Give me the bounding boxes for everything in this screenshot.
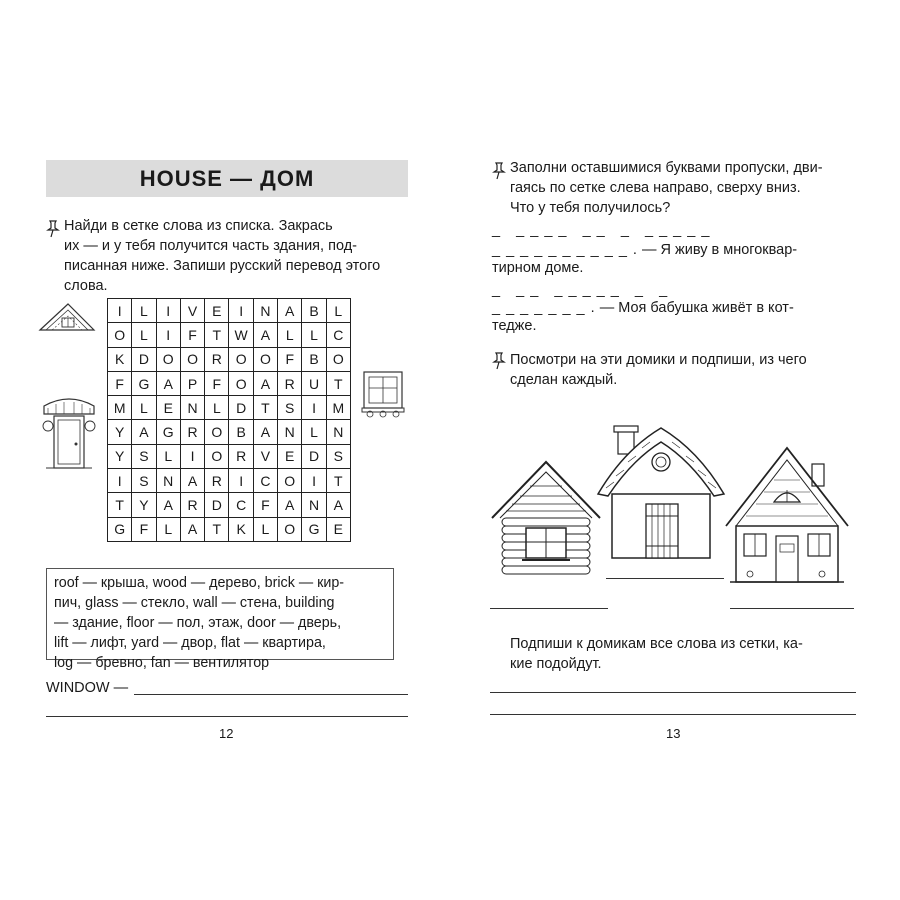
pushpin-icon [492,162,506,180]
door-illustration [40,392,98,470]
grid-cell[interactable]: N [302,493,326,517]
grid-cell[interactable]: A [157,493,181,517]
pushpin-icon [46,220,60,238]
grid-cell[interactable]: N [157,469,181,493]
grid-cell[interactable]: O [108,323,132,347]
grid-cell[interactable]: C [327,323,351,347]
sentence1-blanks-line1[interactable]: _ _ _ _ _ _ _ _ _ _ _ _ _ [492,222,711,238]
grid-cell[interactable]: R [278,372,302,396]
page-title: HOUSE — ДОМ [46,160,408,197]
grid-cell[interactable]: N [181,396,205,420]
grid-cell[interactable]: A [327,493,351,517]
grid-cell[interactable]: C [254,469,278,493]
grid-cell[interactable]: I [157,323,181,347]
right-page [450,0,900,900]
grid-cell[interactable]: T [205,323,229,347]
grid-cell[interactable]: O [229,372,253,396]
answer-line-2[interactable] [46,716,408,717]
wooden-house-illustration [594,420,728,560]
grid-cell[interactable]: V [181,299,205,323]
grid-cell[interactable]: F [181,323,205,347]
grid-cell[interactable]: L [254,518,278,542]
grid-cell[interactable]: O [229,348,253,372]
grid-cell[interactable]: L [205,396,229,420]
grid-cell[interactable]: T [327,372,351,396]
grid-cell[interactable]: T [205,518,229,542]
word-list-line: log — бревно, fan — вентилятор [54,655,270,671]
instruction-line: кие подойдут. [510,656,602,672]
sentence2-blanks-line2[interactable]: _ _ _ _ _ _ _ . [492,300,596,316]
grid-cell[interactable]: L [157,518,181,542]
grid-cell[interactable]: A [181,469,205,493]
grid-cell[interactable]: N [254,299,278,323]
grid-cell[interactable]: F [254,493,278,517]
word-list-box [46,568,394,671]
grid-cell[interactable]: F [278,348,302,372]
instruction-line: слова. [64,278,108,294]
instruction-line: гаясь по сетке слева направо, сверху вниз. [510,180,801,196]
grid-cell[interactable]: F [205,372,229,396]
grid-cell[interactable]: D [132,348,156,372]
grid-cell[interactable]: O [327,348,351,372]
grid-cell[interactable]: D [302,445,326,469]
grid-cell[interactable]: B [302,348,326,372]
grid-cell[interactable]: O [205,445,229,469]
grid-cell[interactable]: L [327,299,351,323]
word-list-line: lift — лифт, yard — двор, flat — квартира, [54,635,326,651]
word-list-line: пич, glass — стекло, wall — стена, building [54,595,335,611]
words-answer-line-2[interactable] [490,714,856,715]
instruction-line: Посмотри на эти домики и подпиши, из чего [510,352,807,368]
grid-cell[interactable]: P [181,372,205,396]
instruction-line: Заполни оставшимися буквами пропуски, дви- [510,160,823,176]
answer-label: WINDOW — [46,680,129,696]
sentence1-blanks-line2[interactable]: _ _ _ _ _ _ _ _ _ _ . [492,242,638,258]
grid-cell[interactable]: A [278,493,302,517]
grid-cell[interactable]: N [278,420,302,444]
grid-cell[interactable]: U [302,372,326,396]
grid-cell[interactable]: V [254,445,278,469]
grid-cell[interactable]: I [302,469,326,493]
word-list-line: — здание, floor — пол, этаж, door — дверь, [54,615,342,631]
grid-cell[interactable]: R [205,469,229,493]
grid-cell[interactable]: W [229,323,253,347]
grid-cell[interactable]: T [108,493,132,517]
brick-house-illustration [724,440,850,586]
task-instruction [64,216,382,296]
grid-cell[interactable]: K [229,518,253,542]
grid-cell[interactable]: F [132,518,156,542]
instruction-line: их — и у тебя получится часть здания, под- [64,238,357,254]
log-house-answer-line[interactable] [490,608,608,609]
grid-cell[interactable]: G [157,420,181,444]
grid-cell[interactable]: L [302,420,326,444]
grid-cell[interactable]: S [132,469,156,493]
houses-instruction [510,350,856,390]
grid-cell[interactable]: E [157,396,181,420]
grid-cell[interactable]: A [254,323,278,347]
grid-cell[interactable]: L [278,323,302,347]
grid-cell[interactable]: O [254,348,278,372]
grid-cell[interactable]: I [229,469,253,493]
grid-cell[interactable]: O [157,348,181,372]
sentence1-text-line2: тирном доме. [492,260,584,276]
grid-cell[interactable]: T [327,469,351,493]
answer-line[interactable] [134,694,408,695]
sentence2-line2 [492,298,794,318]
word-list-line: roof — крыша, wood — дерево, brick — кир- [54,575,345,591]
grid-cell[interactable]: O [205,420,229,444]
log-house-illustration [490,456,602,586]
grid-cell[interactable]: C [229,493,253,517]
sentence2-text-line2: тедже. [492,318,537,334]
grid-cell[interactable]: A [254,420,278,444]
sentence2-text: — Моя бабушка живёт в кот- [595,300,794,316]
grid-cell[interactable]: A [278,299,302,323]
grid-cell[interactable]: S [132,445,156,469]
instruction-line: Найди в сетке слова из списка. Закрась [64,218,333,234]
grid-cell[interactable]: I [108,469,132,493]
grid-cell[interactable]: R [229,445,253,469]
grid-cell[interactable]: F [108,372,132,396]
instruction-line: писанная ниже. Запиши русский перевод этого [64,258,381,274]
wooden-house-answer-line[interactable] [606,578,724,579]
grid-cell[interactable]: G [132,372,156,396]
grid-cell[interactable]: B [302,299,326,323]
grid-cell[interactable]: I [302,396,326,420]
grid-cell[interactable]: M [327,396,351,420]
grid-cell[interactable]: Y [108,420,132,444]
grid-cell[interactable]: Y [132,493,156,517]
page-number: 12 [219,726,234,741]
words-answer-line[interactable] [490,692,856,693]
grid-cell[interactable]: A [157,372,181,396]
grid-cell[interactable]: A [254,372,278,396]
grid-cell[interactable]: B [229,420,253,444]
grid-cell[interactable]: R [205,348,229,372]
grid-cell[interactable]: L [132,299,156,323]
grid-cell[interactable]: I [157,299,181,323]
sentence1-text: — Я живу в многоквар- [637,242,798,258]
sentence2-blanks-line1[interactable]: _ _ _ _ _ _ _ _ _ _ [492,282,669,298]
grid-cell[interactable]: R [181,420,205,444]
grid-cell[interactable]: T [254,396,278,420]
grid-cell[interactable]: E [278,445,302,469]
grid-cell[interactable]: O [181,348,205,372]
grid-cell[interactable]: S [327,445,351,469]
fill-instruction [510,158,856,218]
grid-cell[interactable]: S [278,396,302,420]
sentence1-line2 [492,240,797,260]
window-illustration [360,368,406,418]
roof-illustration [38,300,96,334]
grid-cell[interactable]: A [132,420,156,444]
grid-cell[interactable]: G [108,518,132,542]
brick-house-answer-line[interactable] [730,608,854,609]
instruction-line: сделан каждый. [510,372,618,388]
grid-cell[interactable]: O [278,469,302,493]
grid-cell[interactable]: E [205,299,229,323]
grid-cell[interactable]: E [327,518,351,542]
page-number: 13 [666,726,681,741]
grid-cell[interactable]: L [132,323,156,347]
word-search-grid [107,298,351,542]
grid-cell[interactable]: O [278,518,302,542]
grid-cell[interactable]: M [108,396,132,420]
grid-cell[interactable]: R [181,493,205,517]
label-instruction [510,634,856,674]
instruction-line: Подпиши к домикам все слова из сетки, ка- [510,636,803,652]
grid-cell[interactable]: I [229,299,253,323]
grid-cell[interactable]: D [205,493,229,517]
grid-cell[interactable]: N [327,420,351,444]
grid-cell[interactable]: G [302,518,326,542]
grid-cell[interactable]: D [229,396,253,420]
grid-cell[interactable]: L [302,323,326,347]
grid-cell[interactable]: K [108,348,132,372]
grid-cell[interactable]: L [132,396,156,420]
grid-cell[interactable]: Y [108,445,132,469]
instruction-line: Что у тебя получилось? [510,200,671,216]
pushpin-icon [492,352,506,370]
grid-cell[interactable]: L [157,445,181,469]
grid-cell[interactable]: A [181,518,205,542]
grid-cell[interactable]: I [108,299,132,323]
grid-cell[interactable]: I [181,445,205,469]
